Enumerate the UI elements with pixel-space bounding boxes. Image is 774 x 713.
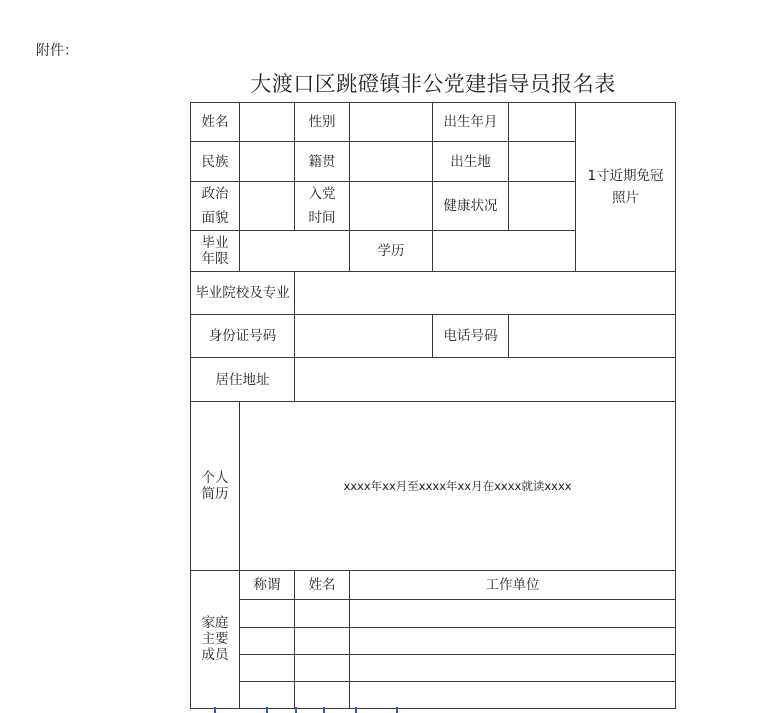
- continuation-tick: [295, 707, 297, 713]
- party-join-date-field[interactable]: [350, 182, 433, 231]
- gender-label: 性别: [295, 103, 350, 142]
- native-place-field[interactable]: [350, 142, 433, 182]
- ethnicity-label: 民族: [191, 142, 240, 182]
- phone-field[interactable]: [509, 315, 676, 358]
- family-relation-field[interactable]: [240, 682, 295, 709]
- family-name-field[interactable]: [295, 628, 350, 655]
- family-work-header: 工作单位: [350, 571, 676, 600]
- family-work-field[interactable]: [350, 628, 676, 655]
- family-relation-field[interactable]: [240, 600, 295, 628]
- family-name-field[interactable]: [295, 682, 350, 709]
- photo-label: 1寸近期免冠照片: [587, 168, 664, 206]
- family-name-field[interactable]: [295, 600, 350, 628]
- page-continuation-marks: [0, 707, 774, 713]
- id-number-field[interactable]: [295, 315, 433, 358]
- political-status-label: 政治 面貌: [191, 182, 240, 231]
- name-label: 姓名: [191, 103, 240, 142]
- resume-label: 个人简历: [191, 402, 240, 571]
- school-major-field[interactable]: [295, 272, 676, 315]
- resume-content[interactable]: xxxx年xx月至xxxx年xx月在xxxx就读xxxx: [240, 402, 676, 571]
- birth-date-label: 出生年月: [433, 103, 509, 142]
- attachment-label: 附件：: [36, 43, 78, 59]
- education-field[interactable]: [433, 231, 576, 272]
- photo-cell: [576, 103, 676, 272]
- continuation-tick: [266, 707, 268, 713]
- health-label: 健康状况: [433, 182, 509, 231]
- phone-label: 电话号码: [433, 315, 509, 358]
- gender-field[interactable]: [350, 103, 433, 142]
- form-title: 大渡口区跳磴镇非公党建指导员报名表: [250, 72, 616, 96]
- grad-years-label: 毕业年限: [191, 231, 240, 272]
- continuation-tick: [214, 707, 216, 713]
- name-field[interactable]: [240, 103, 295, 142]
- ethnicity-field[interactable]: [240, 142, 295, 182]
- family-work-field[interactable]: [350, 682, 676, 709]
- address-field[interactable]: [295, 358, 676, 402]
- family-work-field[interactable]: [350, 655, 676, 682]
- native-place-label: 籍贯: [295, 142, 350, 182]
- continuation-tick: [323, 707, 325, 713]
- id-number-label: 身份证号码: [191, 315, 295, 358]
- family-relation-field[interactable]: [240, 628, 295, 655]
- family-relation-field[interactable]: [240, 655, 295, 682]
- birthplace-field[interactable]: [509, 142, 576, 182]
- family-name-header: 姓名: [295, 571, 350, 600]
- continuation-tick: [355, 707, 357, 713]
- birthplace-label: 出生地: [433, 142, 509, 182]
- registration-form-table: [190, 102, 676, 709]
- address-label: 居住地址: [191, 358, 295, 402]
- party-join-date-label: 入党 时间: [295, 182, 350, 231]
- grad-years-field[interactable]: [240, 231, 350, 272]
- family-label: 家庭主要成员: [191, 571, 240, 709]
- health-field[interactable]: [509, 182, 576, 231]
- family-relation-header: 称谓: [240, 571, 295, 600]
- family-work-field[interactable]: [350, 600, 676, 628]
- school-major-label: 毕业院校及专业: [191, 272, 295, 315]
- political-status-field[interactable]: [240, 182, 295, 231]
- birth-date-field[interactable]: [509, 103, 576, 142]
- continuation-tick: [396, 707, 398, 713]
- family-name-field[interactable]: [295, 655, 350, 682]
- education-label: 学历: [350, 231, 433, 272]
